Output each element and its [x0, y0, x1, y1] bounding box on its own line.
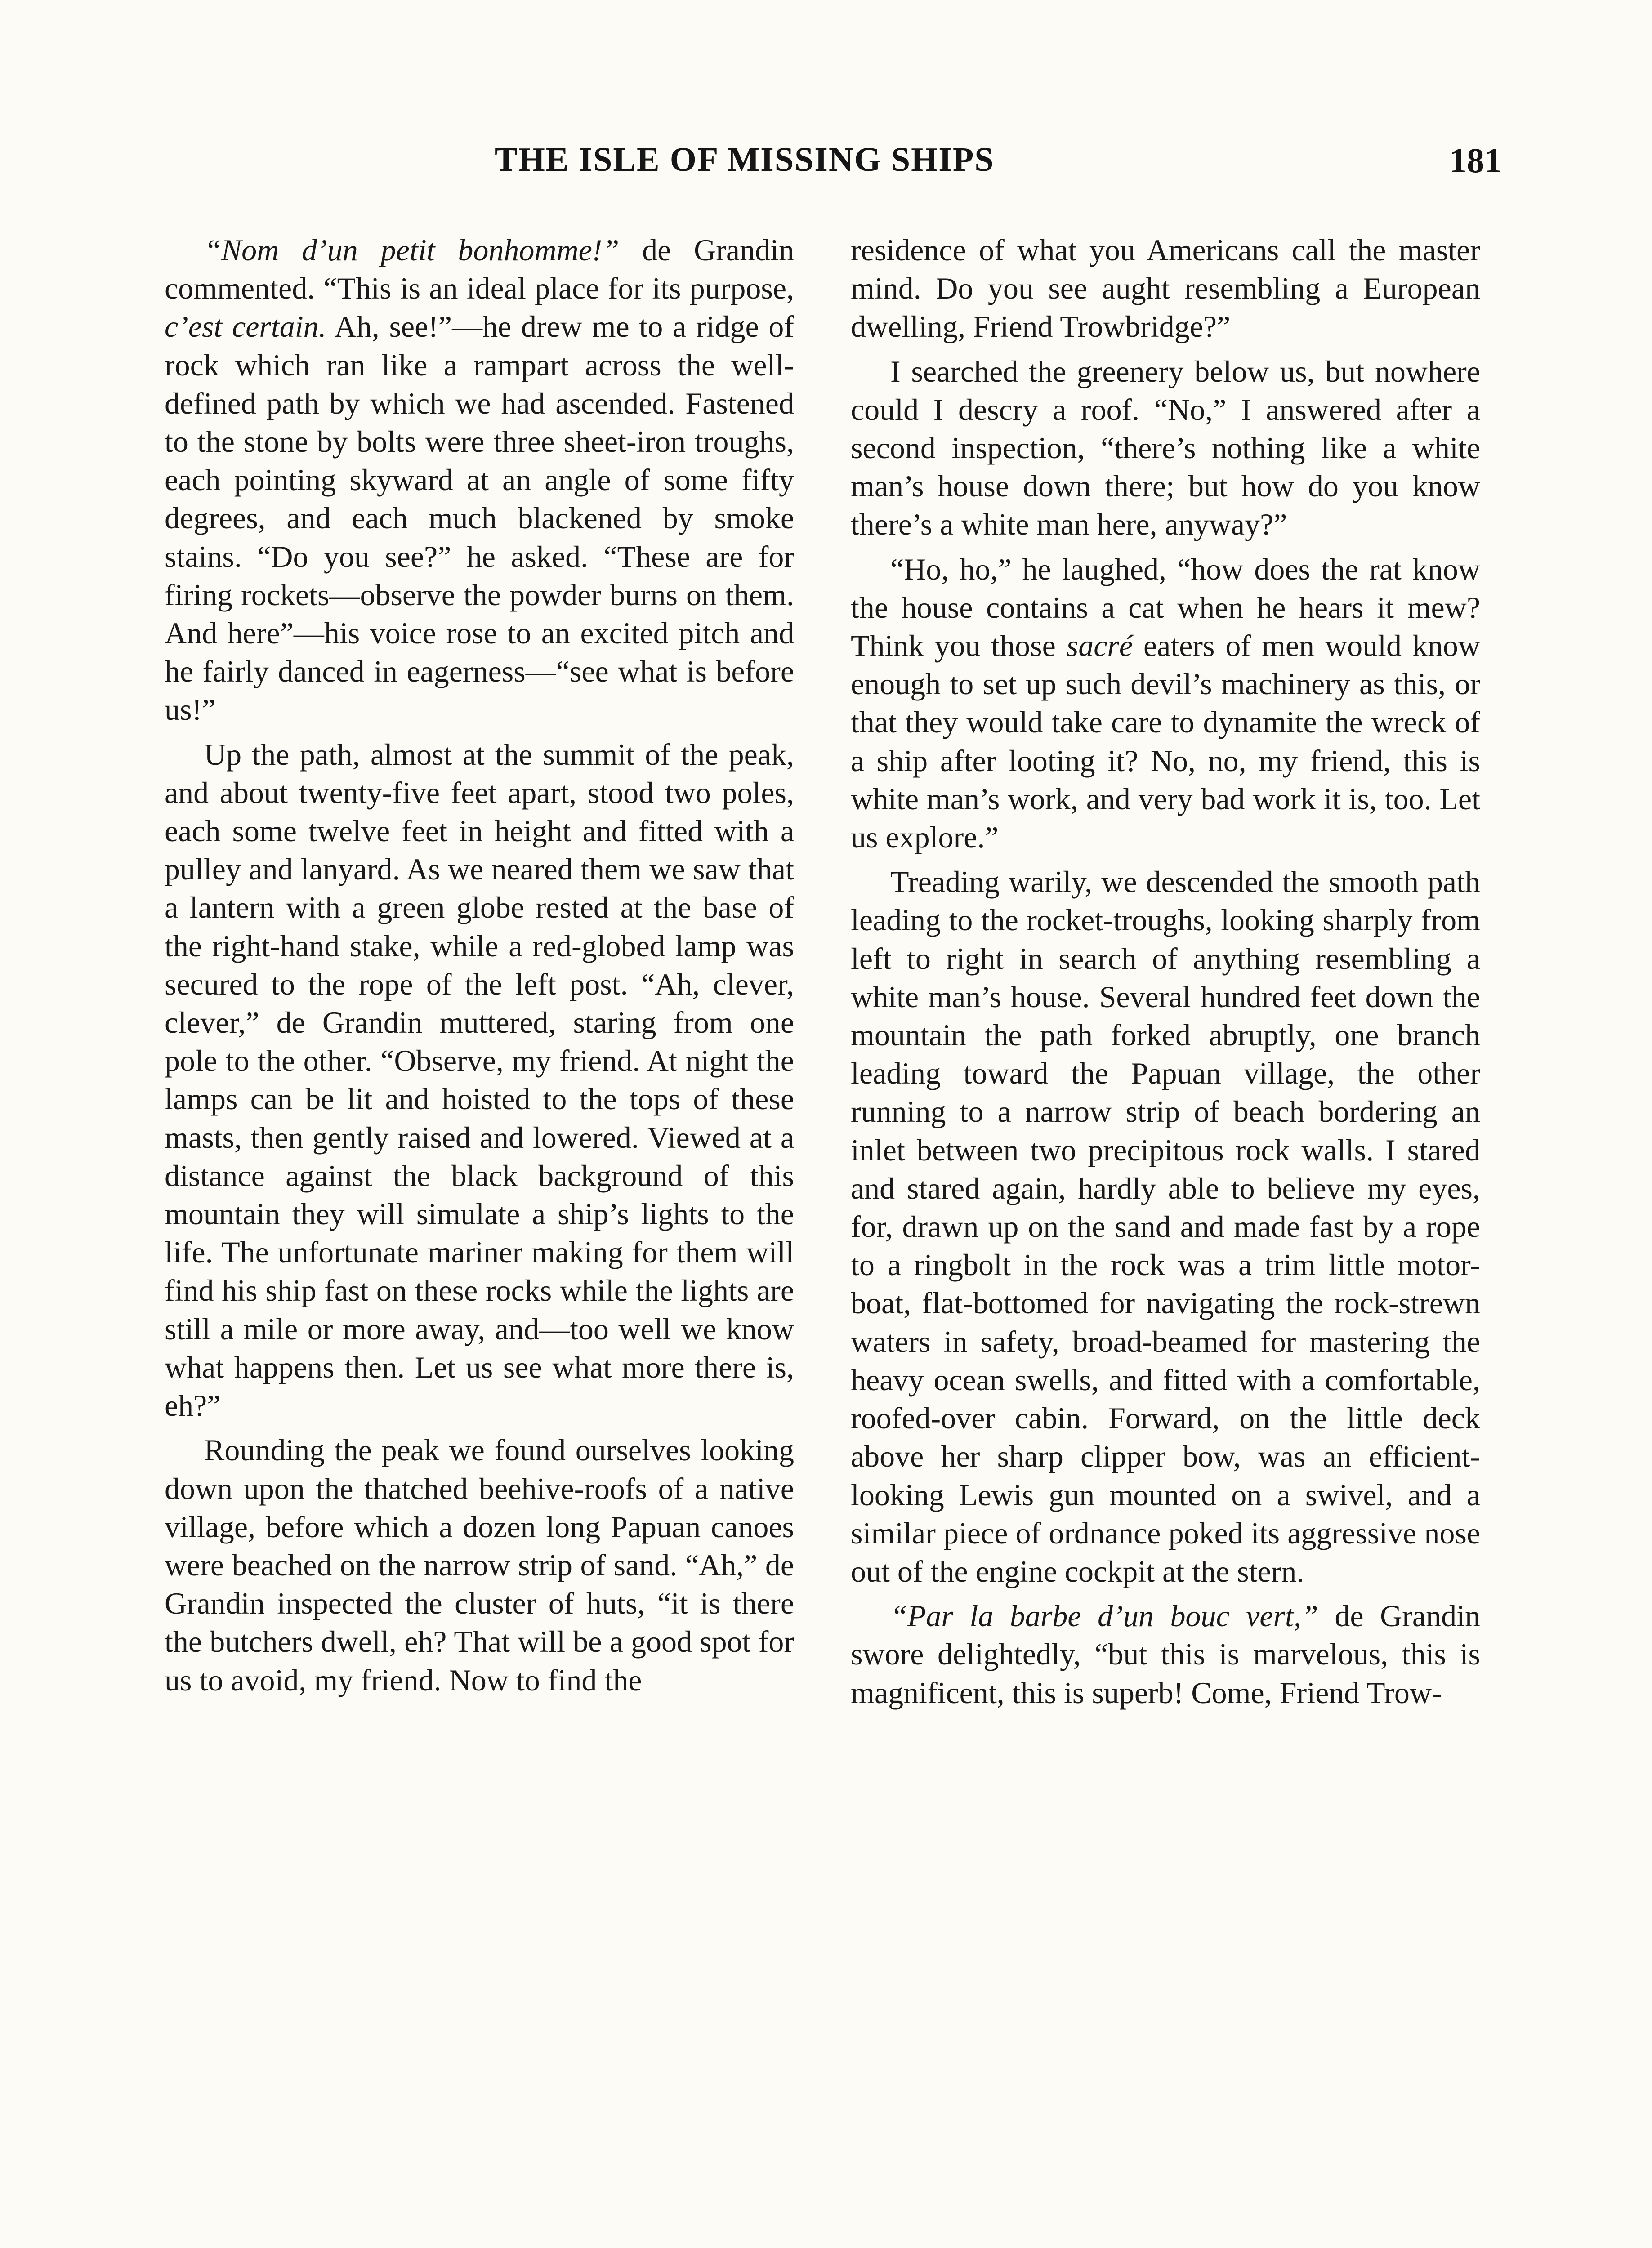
paragraph: “Par la barbe d’un bouc vert,” de Grandin swore delightedly, “but this is marvelous, this is magnificent, this is superb! Come, Friend Trow- [851, 1599, 1480, 1710]
paragraph: “Nom d’un petit bonhomme!” de Grandin commented. “This is an ideal place for its purpose, c’est certain. Ah, see!”—he drew me to a ridge of rock which ran like a rampart across the well-defined path by which we had ascended. Fastened to the stone by bolts were three sheet-iron troughs, each pointing skyward at an angle of some fifty degrees, and each much blackened by smoke stains. “Do you see?” he asked. “These are for firing rockets—observe the powder burns on them. And here”—his voice rose to an excited pitch and he fairly danced in eagerness—“see what is before us!” [165, 233, 794, 727]
italic-phrase: c’est certain. [165, 309, 326, 344]
paragraph: I searched the greenery below us, but nowhere could I descry a roof. “No,” I answered after a second inspection, “there’s nothing like a white man’s house down there; but how do you know there’s a white man here, anyway?” [851, 354, 1480, 542]
right-column [851, 231, 1480, 2248]
paragraph: “Ho, ho,” he laughed, “how does the rat know the house contains a cat when he hears it mew? Think you those sacré eaters of men would know enough to set up such devil’s machinery as this, or that they would take care to dynamite the wreck of a ship after looting it? No, no, my friend, this is white man’s work, and very bad work it is, too. Let us explore.” [851, 552, 1480, 855]
paragraph: Up the path, almost at the summit of the peak, and about twenty-five feet apart, stood two poles, each some twelve feet in height and fitted with a pulley and lanyard. As we neared them we saw that a lantern with a green globe rested at the base of the right-hand stake, while a red-globed lamp was secured to the rope of the left post. “Ah, clever, clever,” de Grandin muttered, staring from one pole to the other. “Observe, my friend. At night the lamps can be lit and hoisted to the tops of these masts, then gently raised and lowered. Viewed at a distance against the black background of this mountain they will simulate a ship’s lights to the life. The unfortunate mariner making for them will find his ship fast on these rocks while the lights are still a mile or more away, and—too well we know what happens then. Let us see what more there is, eh?” [165, 737, 794, 1423]
italic-phrase: sacré [1066, 629, 1133, 663]
italic-phrase: “Nom d’un petit bonhomme!” [204, 233, 620, 267]
italic-phrase: “Par la barbe d’un bouc vert,” [890, 1599, 1318, 1633]
left-column [165, 231, 794, 2248]
paragraph: Rounding the peak we found ourselves looking down upon the thatched beehive-roofs of a native village, before which a dozen long Papuan canoes were beached on the narrow strip of sand. “Ah,” de Grandin inspected the cluster of huts, “it is there the butchers dwell, eh? That will be a good spot for us to avoid, my friend. Now to find the [165, 1433, 794, 1697]
page-header [495, 140, 1502, 194]
paragraph: residence of what you Americans call the master mind. Do you see aught resembling a European dwelling, Friend Trowbridge?” [851, 233, 1480, 344]
page-number: 181 [1449, 141, 1502, 180]
running-title: THE ISLE OF MISSING SHIPS [495, 141, 995, 178]
paragraph: Treading warily, we descended the smooth path leading to the rocket-troughs, looking sharply from left to right in search of anything resembling a white man’s house. Several hundred feet down the mountain the path forked abruptly, one branch leading toward the Papuan village, the other running to a narrow strip of beach bordering an inlet between two precipitous rock walls. I stared and stared again, hardly able to believe my eyes, for, drawn up on the sand and made fast by a rope to a ringbolt in the rock was a trim little motor-boat, flat-bottomed for navigating the rock-strewn waters in safety, broad-beamed for mastering the heavy ocean swells, and fitted with a comfortable, roofed-over cabin. Forward, on the little deck above her sharp clipper bow, was an efficient-looking Lewis gun mounted on a swivel, and a similar piece of ordnance poked its aggressive nose out of the engine cockpit at the stern. [851, 865, 1480, 1588]
